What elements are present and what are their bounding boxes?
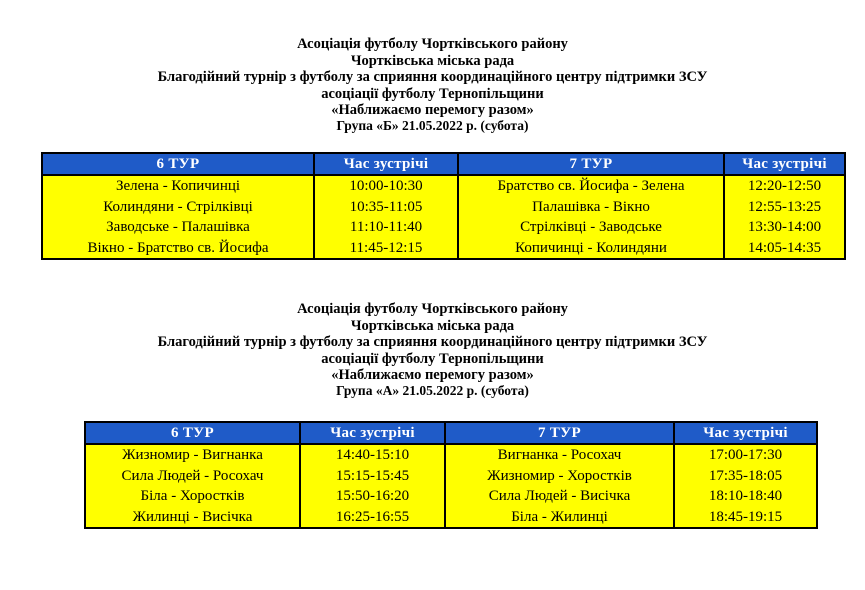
association-region: асоціації футболу Тернопільщини — [321, 350, 544, 367]
match-cell: Біла - Хоростків — [85, 486, 300, 507]
match-cell: Біла - Жилинці — [445, 507, 674, 529]
time-cell: 15:50-16:20 — [300, 486, 445, 507]
city-council: Чортківська міська рада — [350, 317, 515, 334]
time-cell: 14:40-15:10 — [300, 444, 445, 466]
match-cell: Стрілківці - Заводське — [458, 217, 724, 238]
match-cell: Жилинці - Висічка — [85, 507, 300, 529]
table-row — [42, 197, 845, 218]
time-cell: 10:00-10:30 — [314, 175, 458, 197]
match-cell: Заводське - Палашівка — [42, 217, 314, 238]
section-header-group-a — [0, 301, 865, 398]
tournament-title: Благодійний турнір з футболу за сприяння координаційного центру підтримки ЗСУ — [157, 69, 708, 86]
schedule-table-group-b — [41, 152, 846, 260]
match-cell: Сила Людей - Висічка — [445, 486, 674, 507]
group-line: Група «Б» 21.05.2022 р. (субота) — [336, 117, 529, 133]
group-line: Група «А» 21.05.2022 р. (субота) — [336, 382, 529, 398]
table-row — [42, 175, 845, 197]
table-row — [42, 238, 845, 260]
column-header-time: Час зустрічі — [300, 422, 445, 444]
section-header-group-b — [0, 36, 865, 133]
table-row — [42, 217, 845, 238]
time-cell: 18:45-19:15 — [674, 507, 817, 529]
time-cell: 12:55-13:25 — [724, 197, 845, 218]
schedule-table-group-a — [84, 421, 818, 529]
column-header-round-6: 6 ТУР — [42, 153, 314, 175]
time-cell: 18:10-18:40 — [674, 486, 817, 507]
match-cell: Жизномир - Вигнанка — [85, 444, 300, 466]
match-cell: Вікно - Братство св. Йосифа — [42, 238, 314, 260]
column-header-time: Час зустрічі — [674, 422, 817, 444]
match-cell: Зелена - Копичинці — [42, 175, 314, 197]
table-row — [85, 507, 817, 529]
column-header-round-7: 7 ТУР — [458, 153, 724, 175]
time-cell: 14:05-14:35 — [724, 238, 845, 260]
match-cell: Копичинці - Колиндяни — [458, 238, 724, 260]
match-cell: Палашівка - Вікно — [458, 197, 724, 218]
match-cell: Колиндяни - Стрілківці — [42, 197, 314, 218]
time-cell: 12:20-12:50 — [724, 175, 845, 197]
column-header-time: Час зустрічі — [314, 153, 458, 175]
table-row — [85, 444, 817, 466]
association-title: Асоціація футболу Чортківського району — [297, 301, 568, 317]
city-council: Чортківська міська рада — [350, 52, 515, 69]
tournament-title: Благодійний турнір з футболу за сприяння координаційного центру підтримки ЗСУ — [157, 334, 708, 351]
table-row — [85, 466, 817, 487]
column-header-round-6: 6 ТУР — [85, 422, 300, 444]
time-cell: 17:35-18:05 — [674, 466, 817, 487]
time-cell: 13:30-14:00 — [724, 217, 845, 238]
match-cell: Жизномир - Хоростків — [445, 466, 674, 487]
column-header-round-7: 7 ТУР — [445, 422, 674, 444]
time-cell: 15:15-15:45 — [300, 466, 445, 487]
time-cell: 10:35-11:05 — [314, 197, 458, 218]
tournament-motto: «Наближаємо перемогу разом» — [331, 102, 534, 119]
time-cell: 16:25-16:55 — [300, 507, 445, 529]
time-cell: 17:00-17:30 — [674, 444, 817, 466]
time-cell: 11:10-11:40 — [314, 217, 458, 238]
table-header-row — [42, 153, 845, 175]
match-cell: Вигнанка - Росохач — [445, 444, 674, 466]
table-header-row — [85, 422, 817, 444]
time-cell: 11:45-12:15 — [314, 238, 458, 260]
match-cell: Сила Людей - Росохач — [85, 466, 300, 487]
association-title: Асоціація футболу Чортківського району — [297, 36, 568, 52]
association-region: асоціації футболу Тернопільщини — [321, 85, 544, 102]
column-header-time: Час зустрічі — [724, 153, 845, 175]
table-row — [85, 486, 817, 507]
match-cell: Братство св. Йосифа - Зелена — [458, 175, 724, 197]
tournament-motto: «Наближаємо перемогу разом» — [331, 367, 534, 384]
